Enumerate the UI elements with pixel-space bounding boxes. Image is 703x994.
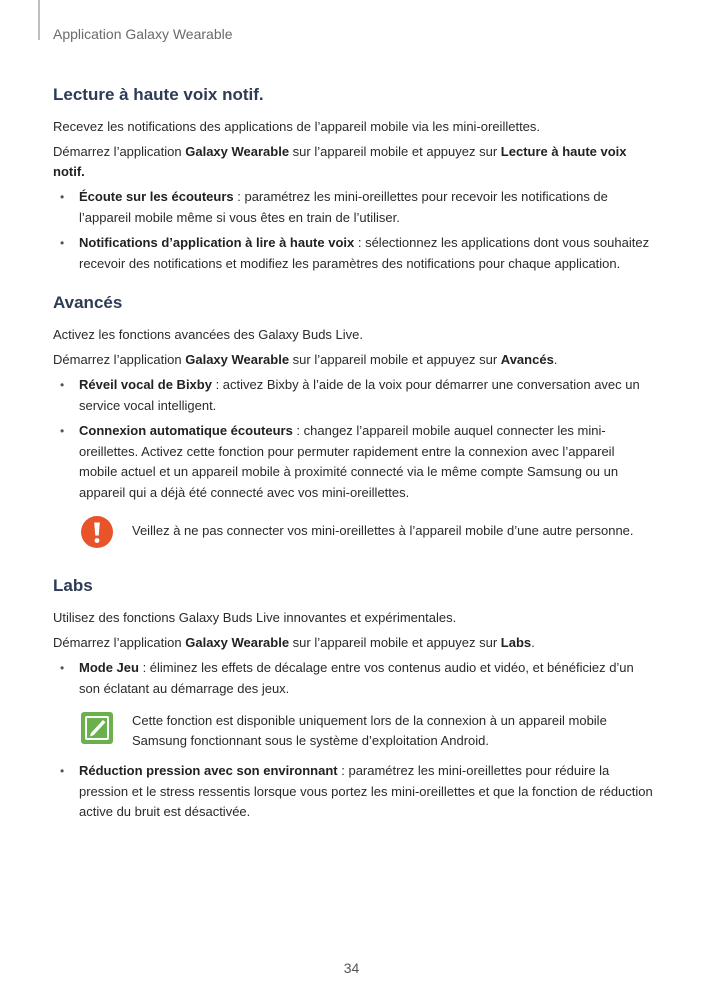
launch-instruction: Démarrez l’application Galaxy Wearable sur l’appareil mobile et appuyez sur Labs. (53, 635, 535, 650)
section-intro: Recevez les notifications des applications de l’appareil mobile via les mini-oreillettes. (53, 119, 541, 134)
caution-icon (80, 515, 114, 549)
section-intro: Activez les fonctions avancées des Galaxy Buds Live. (53, 327, 363, 342)
list-item: • Écoute sur les écouteurs : paramétrez les mini-oreillettes pour recevoir les notifications de l’appareil mobile même si vous êtes en train de l’utiliser. (60, 189, 608, 225)
bullet-list (53, 187, 653, 274)
section-title: Avancés (53, 293, 123, 312)
section-title: Labs (53, 576, 93, 595)
launch-instruction: Démarrez l’application Galaxy Wearable sur l’appareil mobile et appuyez sur Lecture à haute voix notif. (53, 144, 627, 179)
list-item: • Réveil vocal de Bixby : activez Bixby à l’aide de la voix pour démarrer une conversation avec un service vocal intelligent. (60, 377, 640, 413)
note-icon (80, 711, 114, 745)
note-notice (80, 711, 653, 751)
bullet-list (53, 375, 653, 503)
section-labs (53, 575, 653, 823)
bullet-list (53, 761, 653, 823)
corner-rule (38, 0, 40, 40)
page-content (53, 84, 653, 823)
bullet-list (53, 658, 653, 699)
note-text: Cette fonction est disponible uniquement lors de la connexion à un appareil mobile Samsung fonctionnant sous le système d’exploitation Android. (132, 713, 607, 748)
running-header: Application Galaxy Wearable (53, 26, 233, 42)
list-item: • Notifications d’application à lire à haute voix : sélectionnez les applications dont vous souhaitez recevoir des notifications et modifiez les paramètres des notifications pour chaque application. (60, 235, 650, 271)
section-intro: Utilisez des fonctions Galaxy Buds Live innovantes et expérimentales. (53, 610, 457, 625)
page-number: 34 (343, 960, 360, 976)
launch-instruction: Démarrez l’application Galaxy Wearable sur l’appareil mobile et appuyez sur Avancés. (53, 352, 558, 367)
section-avances (53, 292, 653, 549)
list-item: • Réduction pression avec son environnant : paramétrez les mini-oreillettes pour réduire la pression et le stress ressentis lorsque vous portez les mini-oreillettes et que la fonction de réduction active du bruit est désactivée. (60, 763, 653, 819)
section-title: Lecture à haute voix notif. (53, 85, 264, 104)
caution-notice (80, 515, 653, 549)
list-item: • Connexion automatique écouteurs : changez l’appareil mobile auquel connecter les mini-oreillettes. Activez cette fonction pour permuter rapidement entre la connexion avec l’appareil mobile actuel et un appareil mobile à proximité connecté via le même compte Samsung ou un appareil qui a déjà été connecté avec vos mini-oreillettes. (60, 423, 619, 500)
section-lecture (53, 84, 653, 274)
caution-text: Veillez à ne pas connecter vos mini-oreillettes à l’appareil mobile d’une autre personne. (132, 523, 634, 538)
list-item: • Mode Jeu : éliminez les effets de décalage entre vos contenus audio et vidéo, et bénéficiez d’un son éclatant au démarrage des jeux. (60, 660, 634, 696)
